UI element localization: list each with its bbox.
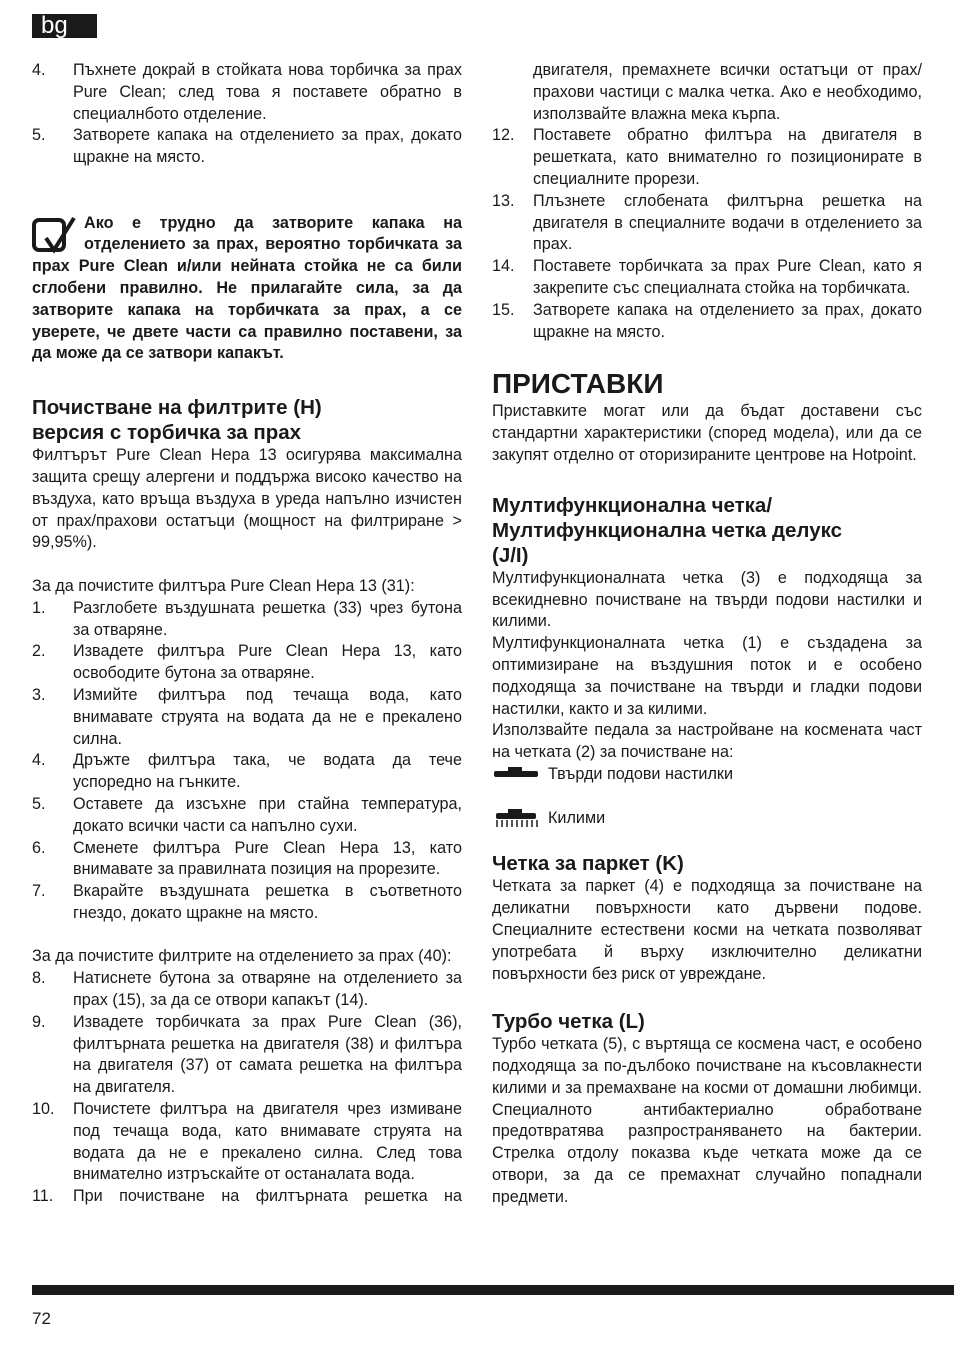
left-column bbox=[32, 60, 462, 1208]
warning-note bbox=[32, 213, 462, 366]
list-item bbox=[32, 598, 462, 642]
list-item-text: Затворете капака на отделението за прах, докато щракне на място. bbox=[73, 126, 462, 167]
steps-list-b bbox=[32, 598, 462, 925]
turbo-brush-text: Турбо четката (5), с въртяща се космена част, е особено подходяща за по-дълбоко почистване на късовлакнести килими и за премахване на косми от домашни любимци. Специалното антибактериално обработване предотвратява разпространяването на бактерии. Стрелка отдолу показва къде четката може да се отвори, за да се премахнат случайно попаднали предмети. bbox=[492, 1035, 922, 1206]
list-item bbox=[32, 881, 462, 925]
list-item bbox=[32, 125, 462, 169]
list-item-number: 11. bbox=[32, 1187, 54, 1206]
steps-list-a bbox=[32, 60, 462, 169]
hepa-intro: За да почистите филтъра Pure Clean Hepa 13 (31): bbox=[32, 576, 415, 595]
carpet-brush-icon bbox=[492, 808, 540, 828]
list-item-text: Измийте филтъра под течаща вода, като внимавате струята на водата да не е прекалено силна. bbox=[73, 685, 462, 748]
right-column bbox=[492, 60, 922, 1209]
list-item-text: Извадете торбичката за прах Pure Clean (36), филтърната решетка на двигателя (38) и филтъра на двигателя (37) от самата решетка на филтъра на двигателя. bbox=[73, 1012, 462, 1097]
list-item-text: Почистете филтъра на двигателя чрез измиване под течаща вода, като внимавате струята на водата да не е прекалено силна. След това внимателно изтръскайте от останалата вода. bbox=[73, 1100, 462, 1184]
list-item-number: 1. bbox=[32, 598, 46, 617]
list-item bbox=[492, 191, 922, 256]
list-item bbox=[32, 794, 462, 838]
language-tab: bg bbox=[32, 14, 97, 38]
list-item bbox=[32, 1186, 462, 1208]
parquet-brush-text: Четката за паркет (4) е подходяща за почистване на деликатни повърхности като дървени подове. Специалните естествени косми на четката позволяват употребата й върху изключително деликатни повърхности без риск от увреждане. bbox=[492, 877, 922, 983]
carpet-label: Килими bbox=[548, 808, 606, 827]
list-item bbox=[492, 125, 922, 190]
list-item bbox=[492, 256, 922, 300]
list-item-text: Натиснете бутона за отваряне на отделението за прах (15), за да се отвори капакът (14). bbox=[73, 969, 462, 1010]
list-item-text: Поставете торбичката за прах Pure Clean, като я закрепите със специалната стойка на торбичката. bbox=[533, 257, 922, 297]
footer-rule bbox=[32, 1285, 954, 1295]
list-item-continuation bbox=[492, 60, 922, 125]
list-item-number: 13. bbox=[492, 191, 515, 210]
parquet-brush-title: Четка за паркет (K) bbox=[492, 852, 684, 876]
list-item-text: При почистване на филтърната решетка на bbox=[73, 1187, 462, 1206]
hard-floor-brush-icon bbox=[492, 765, 540, 785]
list-item-text: Плъзнете сглобената филтърна решетка на двигателя в специалните водачи в отделението за прах. bbox=[533, 191, 922, 254]
multi-brush-title-3: (J/I) bbox=[492, 543, 529, 567]
list-item bbox=[492, 300, 922, 344]
list-item-text: Сменете филтъра Pure Clean Hepa 13, като внимавате за правилната позиция на прорезите. bbox=[73, 838, 462, 879]
multi-brush-text-1: Мултифункционалната четка (3) е подходяща за всекидневно почистване на твърди подови настилки и килими. bbox=[492, 568, 922, 631]
list-item-number: 14. bbox=[492, 257, 515, 276]
list-item-number: 12. bbox=[492, 126, 515, 145]
list-item bbox=[32, 750, 462, 794]
list-item bbox=[32, 1099, 462, 1186]
steps-list-c bbox=[32, 968, 462, 1208]
list-item-text: Извадете филтъра Pure Clean Hepa 13, като освободите бутона за отваряне. bbox=[73, 642, 462, 683]
multi-brush-title: Мултифункционална четка/ bbox=[492, 493, 773, 517]
section-intro: Филтърът Pure Clean Hepa 13 осигурява максимална защита срещу алергени и поддържа високо качество на въздуха, като връща въздуха в уреда напълно изчистен от прах/прахови остатъци (мощност на филтриране > 99,95%). bbox=[32, 446, 462, 552]
carpet-option bbox=[492, 808, 922, 830]
list-item-number: 15. bbox=[492, 300, 515, 319]
hard-floor-option bbox=[492, 764, 922, 786]
list-item-number: 5. bbox=[32, 126, 46, 145]
list-item-text: Пъхнете докрай в стойката нова торбичка за прах Pure Clean; след това я поставете обратно в специалнбото отделение. bbox=[73, 61, 462, 123]
list-item-number: 4. bbox=[32, 751, 46, 770]
multi-brush-text-3: Използвайте педала за настройване на космената част на четката (2) за почистване на: bbox=[492, 721, 922, 762]
warning-note-text: Ако е трудно да затворите капака на отделението за прах, вероятно торбичката за прах Pure Clean и/или нейната стойка не са били сглобени правилно. Не прилагайте сила, за да затворите капака на торбичката за прах, а се уверете, че двете части са правилно поставени, за да може да се затвори капакът. bbox=[32, 213, 462, 363]
list-item-text: Затворете капака на отделението за прах, докато щракне на място. bbox=[533, 300, 922, 341]
list-item bbox=[32, 1012, 462, 1099]
list-item-text: Поставете обратно филтъра на двигателя в решетката, като внимателно го позиционирате в специалните прорези. bbox=[533, 126, 922, 188]
list-item bbox=[32, 838, 462, 882]
list-item-text: Вкарайте въздушната решетка в съответното гнездо, докато щракне на място. bbox=[73, 882, 462, 922]
multi-brush-text-2: Мултифункционалната четка (1) е създадена за оптимизиране на въздушния поток и е особено подходяща за почистване на твърди и гладки подови настилки, както и за килими. bbox=[492, 634, 922, 718]
list-item bbox=[32, 685, 462, 750]
accessories-heading: ПРИСТАВКИ bbox=[492, 368, 664, 400]
list-item-number: 5. bbox=[32, 794, 46, 813]
list-item-number: 6. bbox=[32, 838, 46, 857]
list-item-text: Оставете да изсъхне при стайна температура, докато всички части са напълно сухи. bbox=[73, 794, 462, 835]
list-item-text: Разглобете въздушната решетка (33) чрез бутона за отваряне. bbox=[73, 598, 462, 639]
list-item-number: 10. bbox=[32, 1100, 55, 1119]
list-item bbox=[32, 641, 462, 685]
page-number: 72 bbox=[32, 1309, 51, 1328]
list-item-number: 3. bbox=[32, 685, 46, 704]
dust-filter-intro: За да почистите филтрите на отделението за прах (40): bbox=[32, 947, 452, 966]
list-item-number: 8. bbox=[32, 969, 46, 988]
section-subtitle: версия с торбичка за прах bbox=[32, 421, 302, 445]
accessories-text: Приставките могат или да бъдат доставени със стандартни характеристики (според модела), или да се закупят отделно от оторизираните центрове на Hotpoint. bbox=[492, 402, 922, 464]
list-item-text: двигателя, премахнете всички остатъци от прах/прахови частици с малка четка. Ако е необходимо, използвайте влажна мека кърпа. bbox=[533, 61, 922, 123]
checkmark-note-icon bbox=[32, 216, 78, 256]
section-title: Почистване на филтрите (H) bbox=[32, 396, 322, 420]
list-item-number: 9. bbox=[32, 1012, 46, 1031]
turbo-brush-title: Турбо четка (L) bbox=[492, 1010, 645, 1034]
list-item-text: Дръжте филтъра така, че водата да тече успоредно на гънките. bbox=[73, 751, 462, 792]
list-item bbox=[32, 968, 462, 1012]
multi-brush-title-2: Мултифункционална четка делукс bbox=[492, 518, 842, 542]
list-item-number: 2. bbox=[32, 642, 46, 661]
steps-list-d bbox=[492, 125, 922, 343]
list-item bbox=[32, 60, 462, 125]
list-item-number: 7. bbox=[32, 882, 46, 901]
list-item-number: 4. bbox=[32, 61, 46, 79]
hard-floor-label: Твърди подови настилки bbox=[548, 764, 734, 783]
